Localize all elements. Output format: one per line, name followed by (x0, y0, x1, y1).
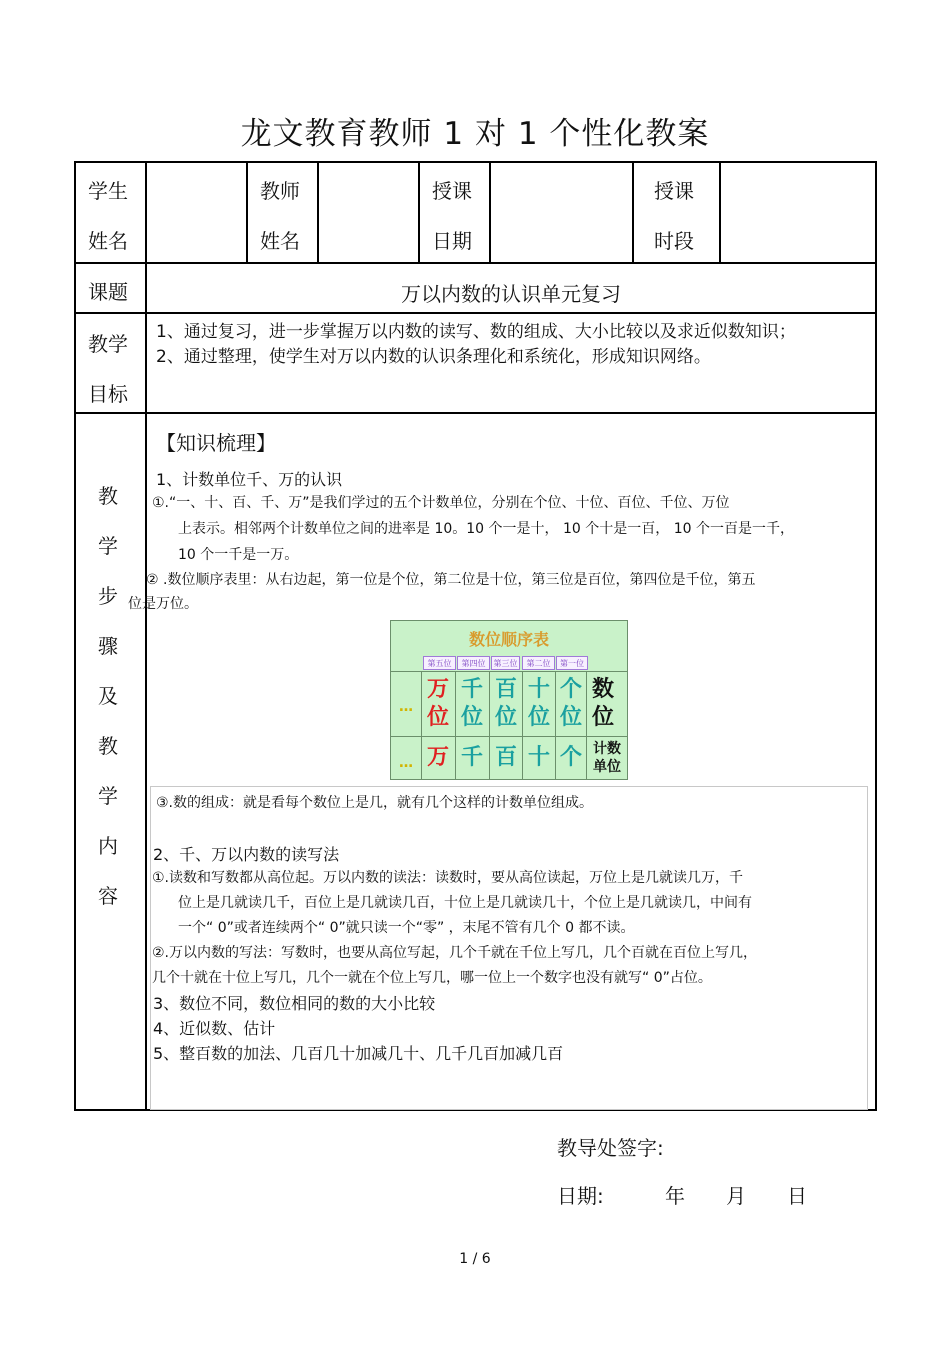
section-1-title: 1、计数单位千、万的认识 (156, 470, 343, 489)
goal-line-2: 2、通过整理，使学生对万以内数的认识条理化和系统化，形成知识网络。 (156, 347, 711, 367)
goal-line-1: 1、通过复习，进一步掌握万以内数的读写、数的组成、大小比较以及求近似数知识； (156, 322, 796, 342)
counting-unit-char: 百 (494, 745, 517, 770)
section-1-line: ② .数位顺序表里：从右边起，第一位是个位，第二位是十位，第三位是百位，第四位是千位，第五 (146, 572, 756, 588)
digit-place-char: 个 (559, 677, 582, 702)
digit-position-header: 第一位 (556, 656, 588, 670)
student-name-label: 学生 (88, 179, 128, 203)
counting-unit-label (589, 740, 625, 776)
section-2-line: 一个“ 0”或者连续两个“ 0”就只读一个“零” ，末尾不管有几个 0 都不读。 (178, 920, 635, 936)
ellipsis: … (399, 699, 413, 715)
section-3-title: 3、数位不同，数位相同的数的大小比较 (153, 994, 436, 1013)
student-name-label-2: 姓名 (88, 229, 128, 253)
steps-label-char: 及 (98, 684, 118, 708)
goals-label: 教学 (88, 332, 128, 356)
office-signature-label: 教导处签字: (557, 1136, 664, 1160)
counting-unit-char: 万 (426, 745, 449, 770)
digit-position-header: 第三位 (491, 656, 520, 670)
counting-unit-label-line: 计数 (593, 741, 621, 757)
section-2-line: ①.读数和写数都从高位起。万以内数的读法：读数时，要从高位读起，万位上是几就读几万，千 (152, 870, 743, 886)
lesson-date-label-2: 日期 (432, 229, 472, 253)
teacher-name-label: 教师 (260, 179, 300, 203)
digit-row-label: 数 (591, 677, 614, 702)
section-4-title: 4、近似数、估计 (153, 1019, 276, 1038)
steps-label-char: 学 (98, 784, 118, 808)
topic-label: 课题 (88, 280, 128, 304)
section-1-line: 位是万位。 (128, 596, 198, 612)
digit-place-char: 百 (494, 677, 517, 702)
lesson-date-label: 授课 (432, 179, 472, 203)
section-1-line: 10 个一千是一万。 (178, 547, 299, 563)
section-1-line: ①.“一、十、百、千、万”是我们学过的五个计数单位，分别在个位、十位、百位、千位、万位 (152, 495, 730, 511)
steps-label-char: 学 (98, 534, 118, 558)
digit-position-header: 第二位 (522, 656, 555, 670)
counting-unit-label-line: 单位 (593, 759, 621, 775)
steps-label-char: 容 (98, 884, 118, 908)
digit-position-header: 第四位 (457, 656, 490, 670)
digit-table-title: 数位顺序表 (468, 630, 549, 649)
section-2-line: 几个十就在十位上写几，几个一就在个位上写几，哪一位上一个数字也没有就写“ 0”占位。 (152, 970, 712, 986)
digit-place-suffix: 位 (527, 705, 550, 730)
section-2-line: 位上是几就读几千，百位上是几就读几百，十位上是几就读几十，个位上是几就读几，中间有 (178, 895, 752, 911)
digit-row-label: 位 (591, 705, 614, 730)
topic-value: 万以内数的认识单元复习 (401, 282, 621, 306)
year-label: 年 (665, 1184, 685, 1208)
page-number: 1 / 6 (459, 1251, 491, 1267)
digit-place-suffix: 位 (494, 705, 517, 730)
day-label: 日 (787, 1184, 807, 1208)
section-1-line: ③.数的组成：就是看每个数位上是几，就有几个这样的计数单位组成。 (156, 795, 593, 811)
steps-label-char: 内 (98, 834, 118, 858)
digit-place-suffix: 位 (559, 705, 582, 730)
digit-place-char: 万 (426, 677, 449, 702)
month-label: 月 (726, 1184, 746, 1208)
steps-label-char: 教 (98, 484, 118, 508)
steps-label-char: 骤 (98, 634, 118, 658)
steps-label-char: 步 (98, 584, 118, 608)
counting-unit-char: 个 (559, 745, 582, 770)
section-5-title: 5、整百数的加法、几百几十加减几十、几千几百加减几百 (153, 1044, 564, 1063)
lesson-period-label-2: 时段 (654, 229, 694, 253)
ellipsis: … (399, 755, 413, 771)
knowledge-heading: 【知识梳理】 (156, 431, 276, 455)
teacher-name-label-2: 姓名 (260, 229, 300, 253)
counting-unit-char: 十 (527, 745, 550, 770)
digit-position-header: 第五位 (423, 656, 456, 670)
section-2-line: ②.万以内数的写法：写数时，也要从高位写起，几个千就在千位上写几，几个百就在百位上写几， (152, 945, 757, 961)
digit-place-suffix: 位 (460, 705, 483, 730)
section-1-line: 上表示。相邻两个计数单位之间的进率是 10。10 个一是十， 10 个十是一百， 10 个一百是一千， (178, 521, 794, 537)
steps-label-char: 教 (98, 734, 118, 758)
date-label: 日期: (557, 1184, 604, 1208)
digit-place-suffix: 位 (426, 705, 449, 730)
goals-label-2: 目标 (88, 382, 128, 406)
digit-place-char: 千 (460, 677, 483, 702)
page-title: 龙文教育教师 1 对 1 个性化教案 (240, 116, 710, 152)
digit-order-table (390, 620, 628, 780)
section-2-title: 2、千、万以内数的读写法 (153, 845, 340, 864)
lesson-period-label: 授课 (654, 179, 694, 203)
counting-unit-char: 千 (460, 745, 483, 770)
digit-place-char: 十 (527, 677, 550, 702)
